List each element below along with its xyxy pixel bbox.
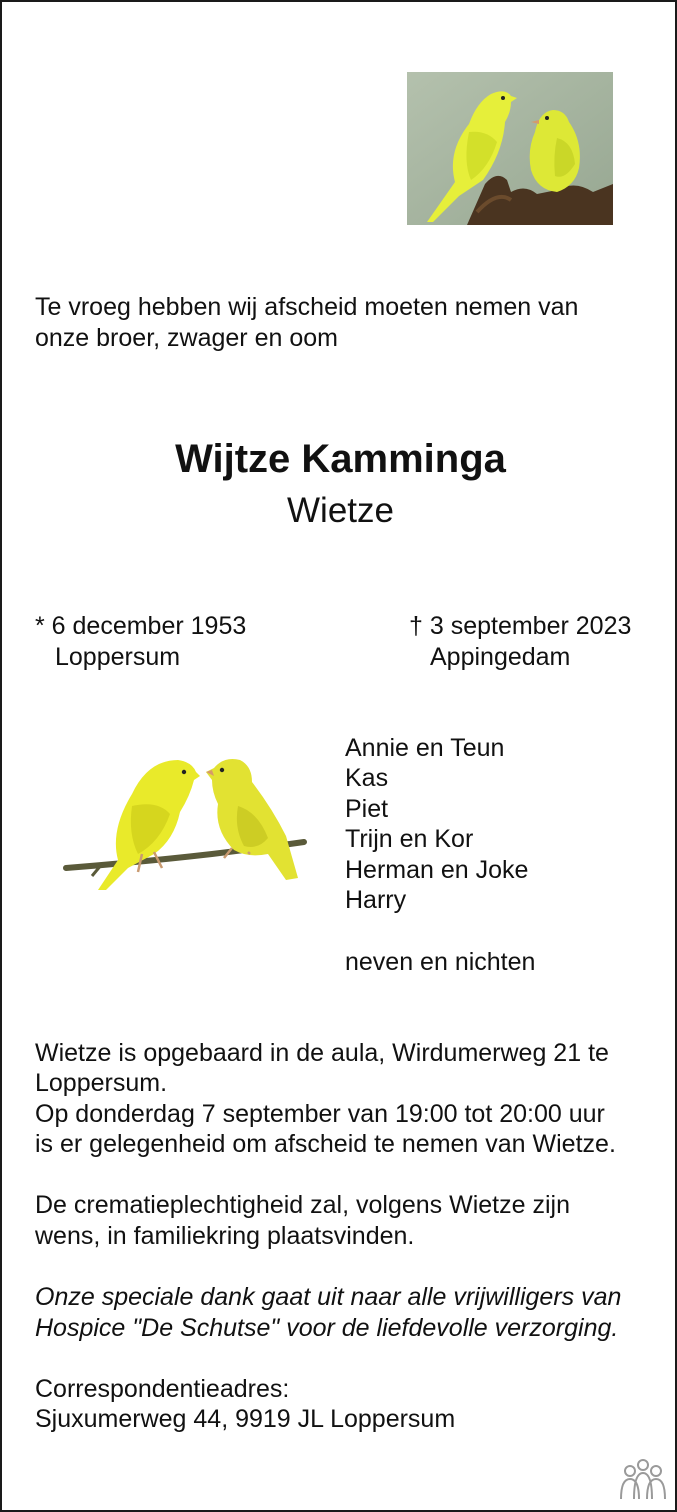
- birth-place: Loppersum: [55, 643, 181, 671]
- birth-date: * 6 december 1953: [35, 612, 247, 640]
- thanks-line-2: Hospice "De Schutse" voor de liefdevolle verzorging.: [35, 1314, 619, 1342]
- family-member-6: Harry: [345, 886, 407, 914]
- deceased-nickname: Wietze: [287, 491, 394, 530]
- death-place: Appingedam: [430, 643, 571, 671]
- address-label: Correspondentieadres:: [35, 1375, 290, 1403]
- intro-line-2: onze broer, zwager en oom: [35, 324, 338, 352]
- cremation-line-2: wens, in familiekring plaatsvinden.: [35, 1222, 415, 1250]
- relatives: neven en nichten: [345, 948, 536, 976]
- family-member-3: Piet: [345, 795, 389, 823]
- family-member-1: Annie en Teun: [345, 734, 505, 762]
- viewing-line-1: Wietze is opgebaard in de aula, Wirdumerweg 21 te: [35, 1039, 609, 1067]
- family-member-2: Kas: [345, 764, 389, 792]
- address-value: Sjuxumerweg 44, 9919 JL Loppersum: [35, 1405, 456, 1433]
- canaries-photo: [407, 72, 613, 225]
- viewing-line-2: Loppersum.: [35, 1069, 168, 1097]
- intro-line-1: Te vroeg hebben wij afscheid moeten nemen van: [35, 293, 579, 321]
- viewing-line-4: is er gelegenheid om afscheid te nemen van Wietze.: [35, 1130, 616, 1158]
- thanks-line-1: Onze speciale dank gaat uit naar alle vrijwilligers van: [35, 1283, 622, 1311]
- death-date: † 3 september 2023: [409, 612, 632, 640]
- deceased-name: Wijtze Kamminga: [175, 437, 506, 481]
- people-group-icon: [618, 1457, 668, 1501]
- family-member-5: Herman en Joke: [345, 856, 529, 884]
- cremation-line-1: De crematieplechtigheid zal, volgens Wietze zijn: [35, 1191, 570, 1219]
- viewing-line-3: Op donderdag 7 september van 19:00 tot 20:00 uur: [35, 1100, 605, 1128]
- family-member-4: Trijn en Kor: [345, 825, 474, 853]
- canaries-on-branch-photo: [62, 750, 310, 900]
